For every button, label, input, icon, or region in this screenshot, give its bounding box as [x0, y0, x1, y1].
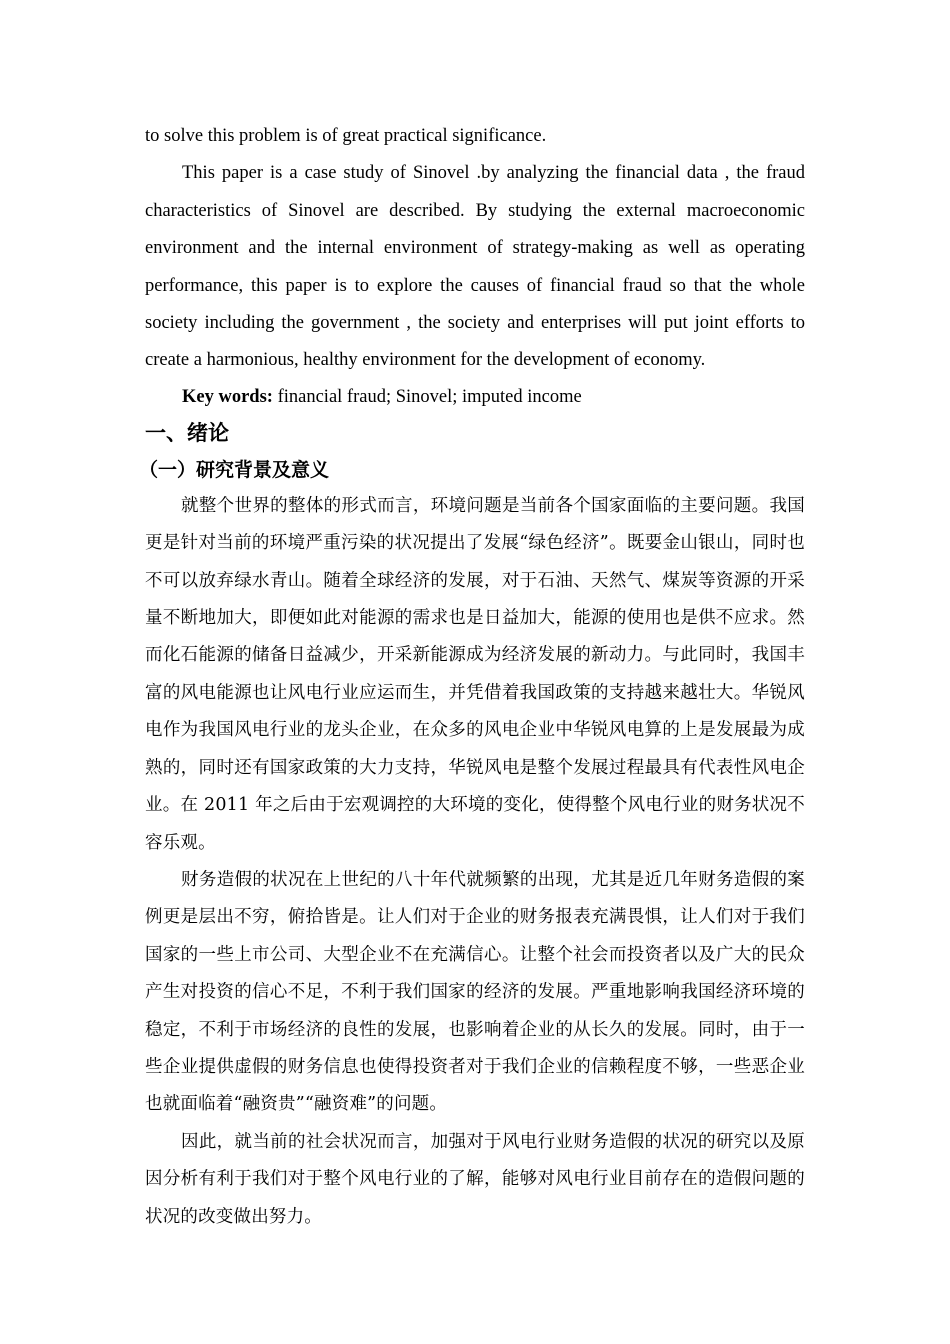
abstract-line-continuation: to solve this problem is of great practical significance.: [145, 126, 547, 146]
section-heading: 一、绪论: [145, 420, 229, 445]
keywords-line: [145, 380, 805, 414]
body-paragraph-2: 财务造假的状况在上世纪的八十年代就频繁的出现，尤其是近几年财务造假的案例更是层出不穷，俯拾皆是。让人们对于企业的财务报表充满畏惧，让人们对于我们国家的一些上市公司、大型企业不在充满信心。让整个社会而投资者以及广大的民众产生对投资的信心不足，不利于我们国家的经济的发展。严重地影响我国经济环境的稳定，不利于市场经济的良性的发展，也影响着企业的从长久的发展。同时，由于一些企业提供虚假的财务信息也使得投资者对于我们企业的信赖程度不够，一些恶企业也就面临着“融资贵”“融资难”的问题。: [145, 869, 805, 1115]
keywords-text: financial fraud; Sinovel; imputed income: [272, 386, 582, 407]
section-subheading: （一）研究背景及意义: [139, 458, 330, 481]
abstract-paragraph: This paper is a case study of Sinovel .by analyzing the financial data , the fraud characteristics of Sinovel are described. By studying the external macroeconomic environment and the internal environment of strategy-making as well as operating performance, this paper is to explore the causes of financial fraud so that the whole society including the government , the society and enterprises will put joint efforts to create a harmonious, healthy environment for the development of economy.: [145, 163, 805, 371]
body-paragraph-3: 因此，就当前的社会状况而言，加强对于风电行业财务造假的状况的研究以及原因分析有利于我们对于整个风电行业的了解，能够对风电行业目前存在的造假问题的状况的改变做出努力。: [145, 1131, 805, 1227]
body-paragraph-1: 就整个世界的整体的形式而言，环境问题是当前各个国家面临的主要问题。我国更是针对当前的环境严重污染的状况提出了发展“绿色经济”。既要金山银山，同时也不可以放弃绿水青山。随着全球经济的发展，对于石油、天然气、煤炭等资源的开采量不断地加大，即便如此对能源的需求也是日益加大，能源的使用也是供不应求。然而化石能源的储备日益减少，开采新能源成为经济发展的新动力。与此同时，我国丰富的风电能源也让风电行业应运而生，并凭借着我国政策的支持越来越壮大。华锐风电作为我国风电行业的龙头企业，在众多的风电企业中华锐风电算的上是发展最为成熟的，同时还有国家政策的大力支持，华锐风电是整个发展过程最具有代表性风电企业。在 2011 年之后由于宏观调控的大环境的变化，使得整个风电行业的财务状况不容乐观。: [145, 495, 805, 853]
page-content: [139, 118, 805, 1236]
keywords-label: Key words:: [182, 386, 273, 407]
